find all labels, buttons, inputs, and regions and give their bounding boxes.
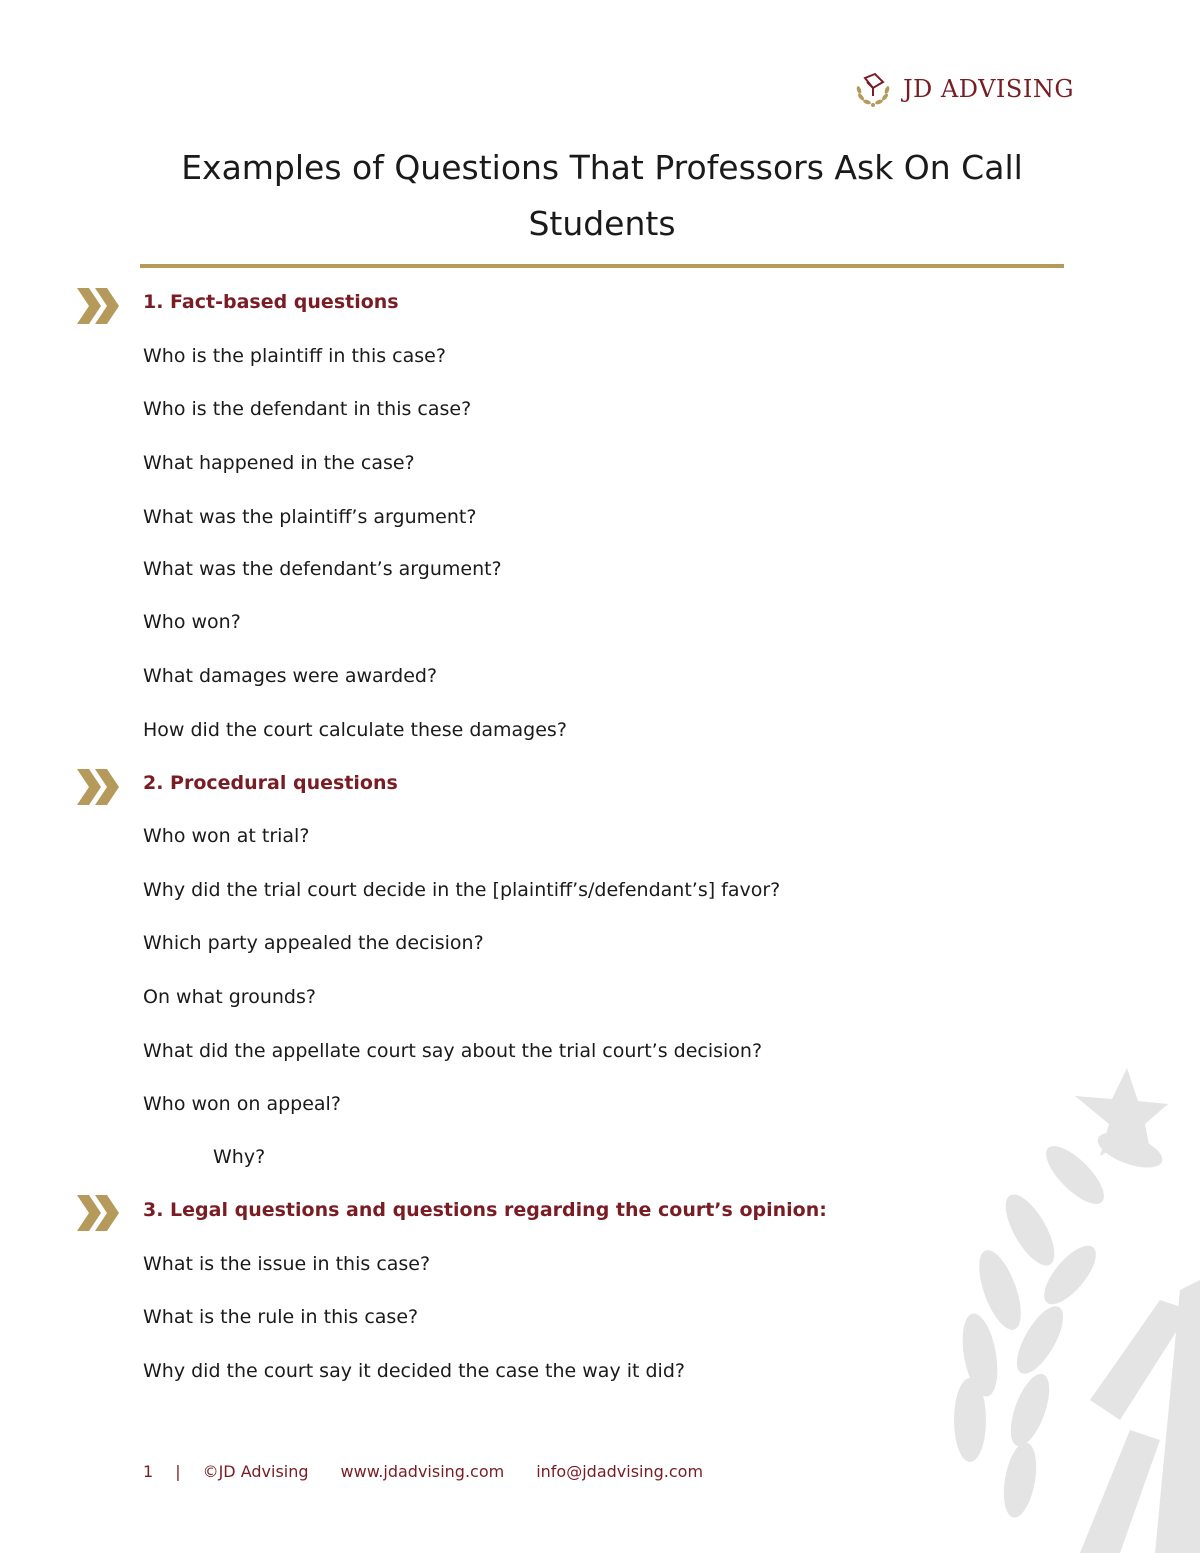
page-number: 1 bbox=[143, 1462, 154, 1481]
book-laurel-icon bbox=[853, 70, 893, 108]
question-item: What was the defendant’s argument? bbox=[143, 558, 502, 580]
double-chevron-icon bbox=[77, 288, 121, 324]
footer-website-link[interactable]: www.jdadvising.com bbox=[340, 1462, 505, 1481]
question-item: How did the court calculate these damages? bbox=[143, 719, 567, 741]
question-item-indented: Why? bbox=[213, 1146, 266, 1168]
question-item: Who won on appeal? bbox=[143, 1093, 341, 1115]
question-item: What happened in the case? bbox=[143, 452, 415, 474]
double-chevron-icon bbox=[77, 769, 121, 805]
question-item: Who is the defendant in this case? bbox=[143, 398, 472, 420]
question-item: Who won? bbox=[143, 611, 241, 633]
question-item: Which party appealed the decision? bbox=[143, 932, 484, 954]
watermark-star-icon bbox=[1075, 1068, 1168, 1160]
section-heading-legal: 3. Legal questions and questions regarding the court’s opinion: bbox=[143, 1199, 827, 1221]
double-chevron-icon bbox=[77, 1195, 121, 1231]
question-item: What is the rule in this case? bbox=[143, 1306, 419, 1328]
question-item: What was the plaintiff’s argument? bbox=[143, 506, 477, 528]
page-title: Examples of Questions That Professors Ask On Call Students bbox=[181, 148, 1023, 243]
footer-email-link[interactable]: info@jdadvising.com bbox=[536, 1462, 704, 1481]
question-item: What did the appellate court say about the trial court’s decision? bbox=[143, 1040, 763, 1062]
section-heading-fact-based: 1. Fact-based questions bbox=[143, 291, 399, 313]
question-item: Why did the trial court decide in the [plaintiff’s/defendant’s] favor? bbox=[143, 879, 781, 901]
brand-name: JD ADVISING bbox=[902, 75, 1074, 103]
page-footer bbox=[143, 1462, 703, 1481]
question-item: On what grounds? bbox=[143, 986, 316, 1008]
question-item: What damages were awarded? bbox=[143, 665, 438, 687]
section-heading-procedural: 2. Procedural questions bbox=[143, 772, 398, 794]
brand-logo bbox=[853, 70, 1074, 108]
footer-copyright: ©JD Advising bbox=[202, 1462, 309, 1481]
title-divider bbox=[140, 264, 1064, 268]
question-item: Why did the court say it decided the case the way it did? bbox=[143, 1360, 685, 1382]
question-item: What is the issue in this case? bbox=[143, 1253, 431, 1275]
question-item: Who is the plaintiff in this case? bbox=[143, 345, 446, 367]
footer-separator: | bbox=[175, 1462, 181, 1481]
question-item: Who won at trial? bbox=[143, 825, 310, 847]
